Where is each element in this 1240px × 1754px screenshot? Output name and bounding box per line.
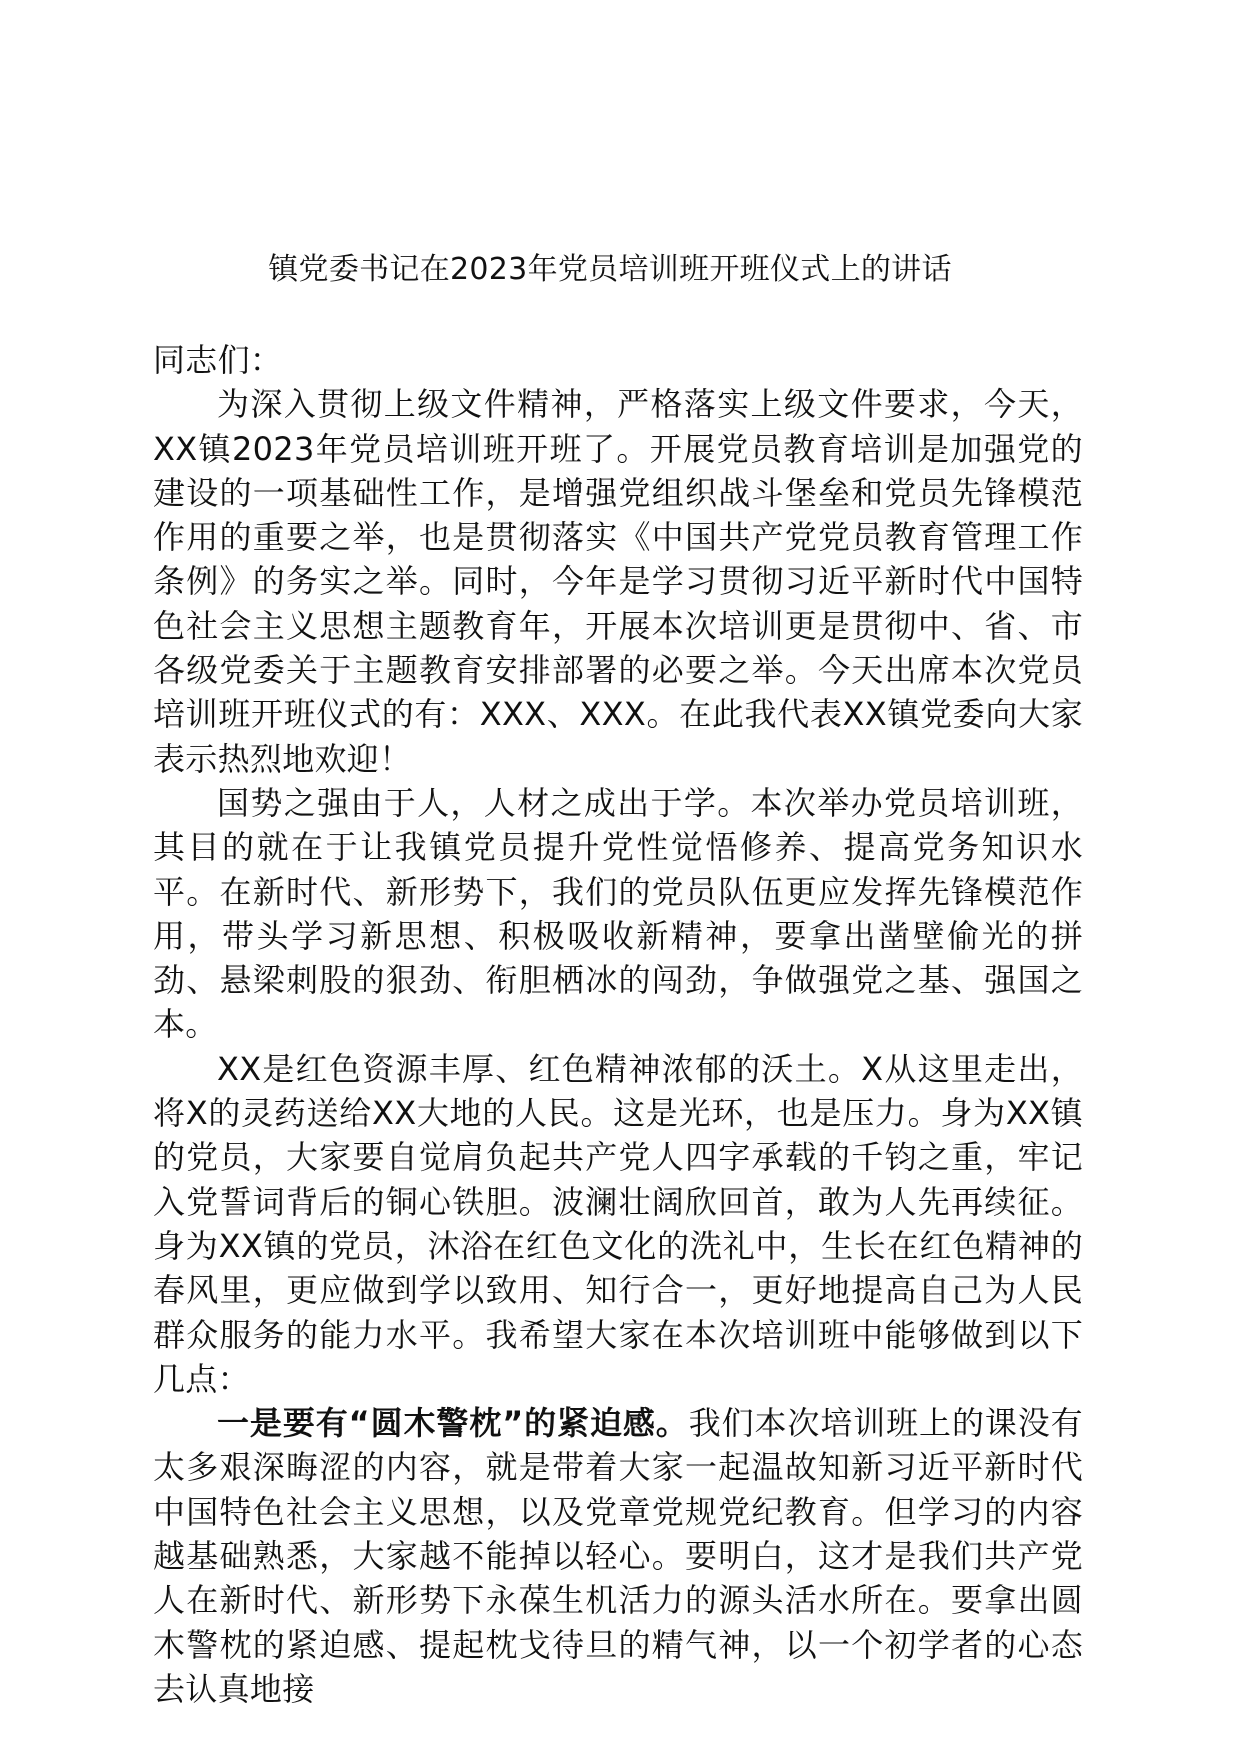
paragraph-text: 为深入贯彻上级文件精神，严格落实上级文件要求，今天，XX镇2023年党员培训班开班了。开展党员教育培训是加强党的建设的一项基础性工作，是增强党组织战斗堡垒和党员先锋模范作用的重要之举，也是贯彻落实《中国共产党党员教育管理工作条例》的务实之举。同时，今年是学习贯彻习近平新时代中国特色社会主义思想主题教育年，开展本次培训更是贯彻中、省、市各级党委关于主题教育安排部署的必要之举。今天出席本次党员培训班开班仪式的有：XXX、XXX。在此我代表XX镇党委向大家表示热烈地欢迎！: [153, 385, 1083, 778]
document-body: [153, 338, 1083, 1711]
paragraph-text: XX是红色资源丰厚、红色精神浓郁的沃土。X从这里走出，将X的灵药送给XX大地的人民。这是光环，也是压力。身为XX镇的党员，大家要自觉肩负起共产党人四字承载的千钧之重，牢记入党誓词背后的铜心铁胆。波澜壮阔欣回首，敢为人先再续征。身为XX镇的党员，沐浴在红色文化的洗礼中，生长在红色精神的春风里，更应做到学以致用、知行合一，更好地提高自己为人民群众服务的能力水平。我希望大家在本次培训班中能够做到以下几点：: [153, 1049, 1083, 1398]
salutation: 同志们：: [153, 341, 283, 379]
paragraph-text: 国势之强由于人，人材之成出于学。本次举办党员培训班，其目的就在于让我镇党员提升党性觉悟修养、提高党务知识水平。在新时代、新形势下，我们的党员队伍更应发挥先锋模范作用，带头学习新思想、积极吸收新精神，要拿出凿壁偷光的拼劲、悬梁刺股的狠劲、衔胆栖冰的闯劲，争做强党之基、强国之本。: [153, 783, 1083, 1044]
paragraph-text: 我们本次培训班上的课没有太多艰深晦涩的内容，就是带着大家一起温故知新习近平新时代中国特色社会主义思想，以及党章党规党纪教育。但学习的内容越基础熟悉，大家越不能掉以轻心。要明白，这才是我们共产党人在新时代、新形势下永葆生机活力的源头活水所在。要拿出圆木警枕的紧迫感、提起枕戈待旦的精气神，以一个初学者的心态去认真地接: [153, 1404, 1083, 1708]
paragraph-opening: [153, 382, 1083, 781]
document-title: 镇党委书记在2023年党员培训班开班仪式上的讲话: [268, 252, 952, 287]
paragraph-purpose: [153, 781, 1083, 1047]
paragraph-lead-heading: 一是要有“圆木警枕”的紧迫感。: [217, 1404, 689, 1443]
paragraph-point-one: [153, 1401, 1083, 1711]
paragraph-red-heritage: [153, 1047, 1083, 1401]
